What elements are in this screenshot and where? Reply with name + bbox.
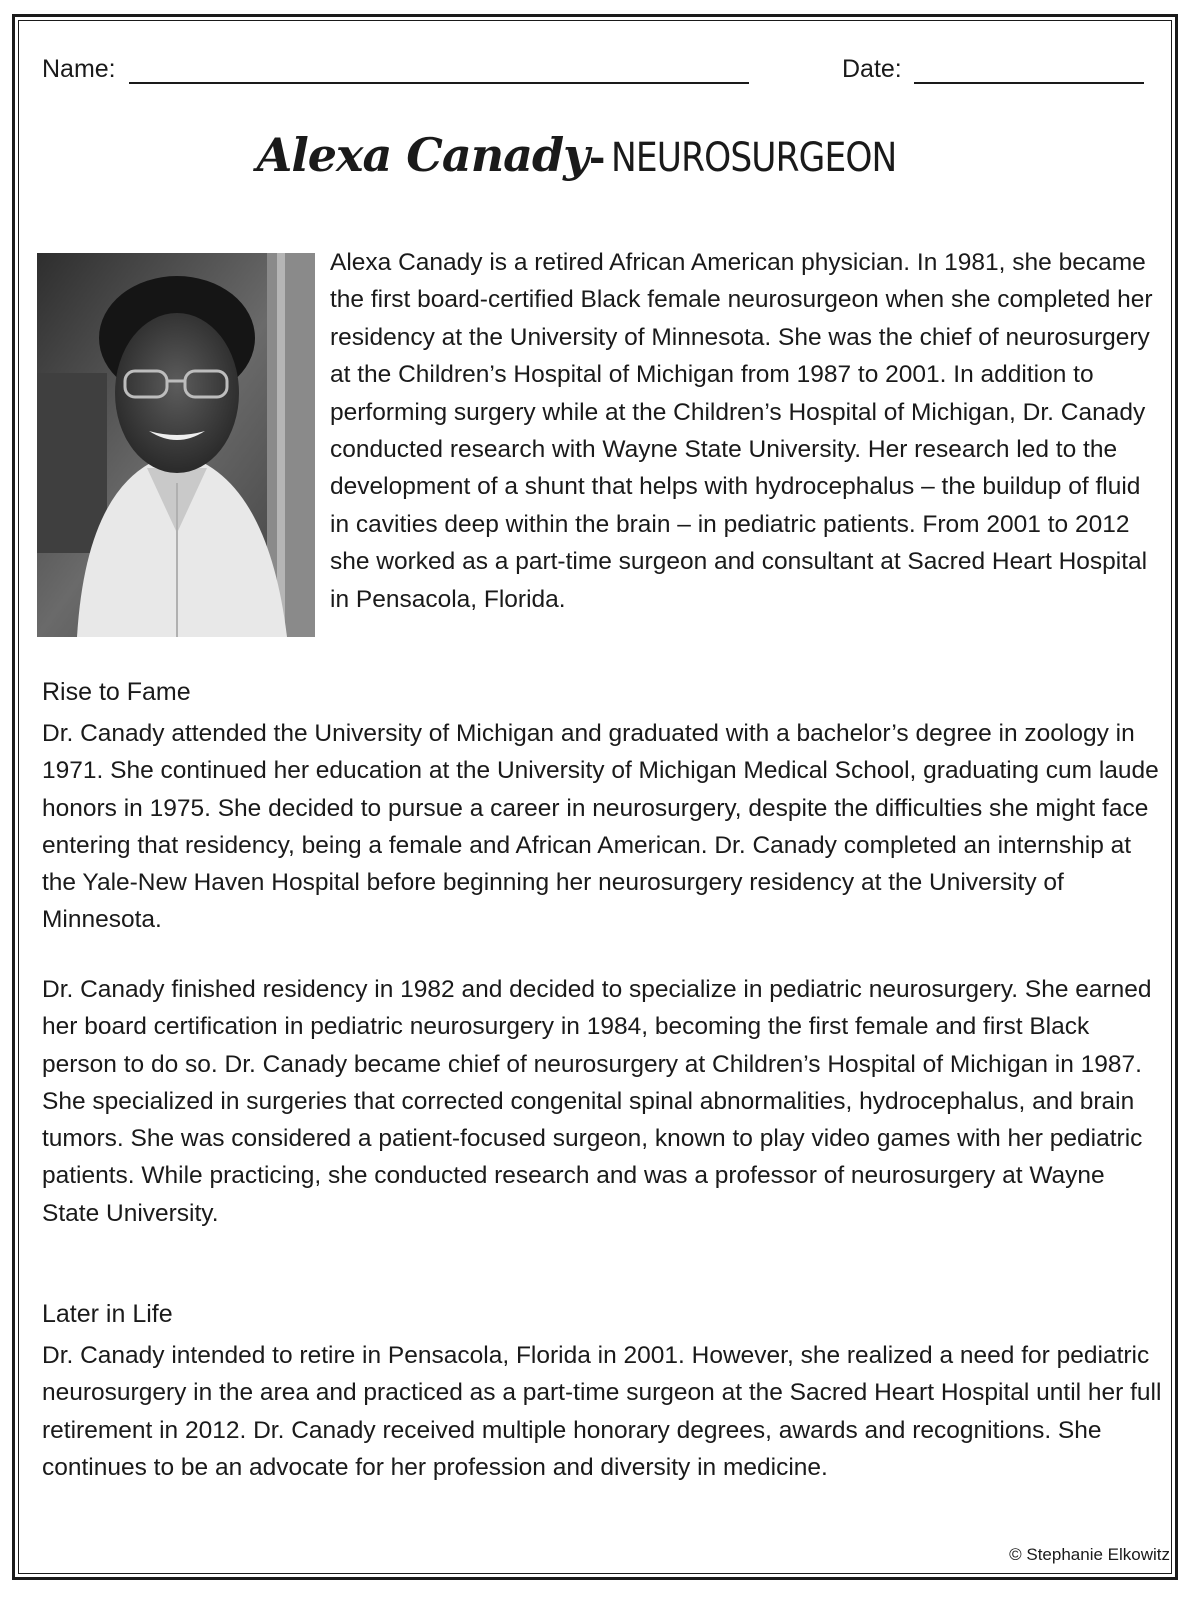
- intro-paragraph: Alexa Canady is a retired African American physician. In 1981, she became the first board-certified Black female neurosurgeon when she completed her residency at the University of Minnesota. She was the chief of neurosurgery at the Children’s Hospital of Michigan from 1987 to 2001. In addition to performing surgery while at the Children’s Hospital of Michigan, Dr. Canady conducted research with Wayne State University. Her research led to the development of a shunt that helps with hydrocephalus – the buildup of fluid in cavities deep within the brain – in pediatric patients. From 2001 to 2012 she worked as a part-time surgeon and consultant at Sacred Heart Hospital in Pensacola, Florida.: [330, 249, 1153, 613]
- heading-later-in-life: Later in Life: [42, 1300, 173, 1328]
- copyright-notice: © Stephanie Elkowitz: [1009, 1545, 1170, 1564]
- heading-rise-to-fame: Rise to Fame: [42, 678, 191, 706]
- name-label: Name:: [42, 55, 116, 83]
- portrait-illustration: [37, 253, 315, 637]
- later-in-life-paragraph: Dr. Canady intended to retire in Pensacola, Florida in 2001. However, she realized a need for pediatric neurosurgery in the area and practiced as a part-time surgeon at the Sacred Heart Hospital until her full retirement in 2012. Dr. Canady received multiple honorary degrees, awards and recognitions. She continues to be an advocate for her profession and diversity in medicine.: [42, 1342, 1162, 1481]
- page-title: [0, 128, 1200, 182]
- title-role: NEUROSURGEON: [611, 135, 897, 181]
- date-blank-line: [914, 82, 1144, 84]
- title-person-name: Alexa Canady: [256, 128, 589, 182]
- name-blank-line: [129, 82, 749, 84]
- rise-to-fame-paragraph-1: Dr. Canady attended the University of Michigan and graduated with a bachelor’s degree in zoology in 1971. She continued her education at the University of Michigan Medical School, graduating cum laude honors in 1975. She decided to pursue a career in neurosurgery, despite the difficulties she might face entering that residency, being a female and African American. Dr. Canady completed an internship at the Yale-New Haven Hospital before beginning her neurosurgery residency at the University of Minnesota.: [42, 720, 1159, 934]
- title-separator: -: [588, 134, 606, 181]
- date-label: Date:: [842, 55, 902, 83]
- portrait-photo: [37, 253, 315, 637]
- worksheet-header: [42, 50, 1152, 90]
- rise-to-fame-paragraph-2: Dr. Canady finished residency in 1982 and decided to specialize in pediatric neurosurgery. She earned her board certification in pediatric neurosurgery in 1984, becoming the first female and first Black person to do so. Dr. Canady became chief of neurosurgery at Children’s Hospital of Michigan in 1987. She specialized in surgeries that corrected congenital spinal abnormalities, hydrocephalus, and brain tumors. She was considered a patient-focused surgeon, known to play video games with her pediatric patients. While practicing, she conducted research and was a professor of neurosurgery at Wayne State University.: [42, 976, 1152, 1227]
